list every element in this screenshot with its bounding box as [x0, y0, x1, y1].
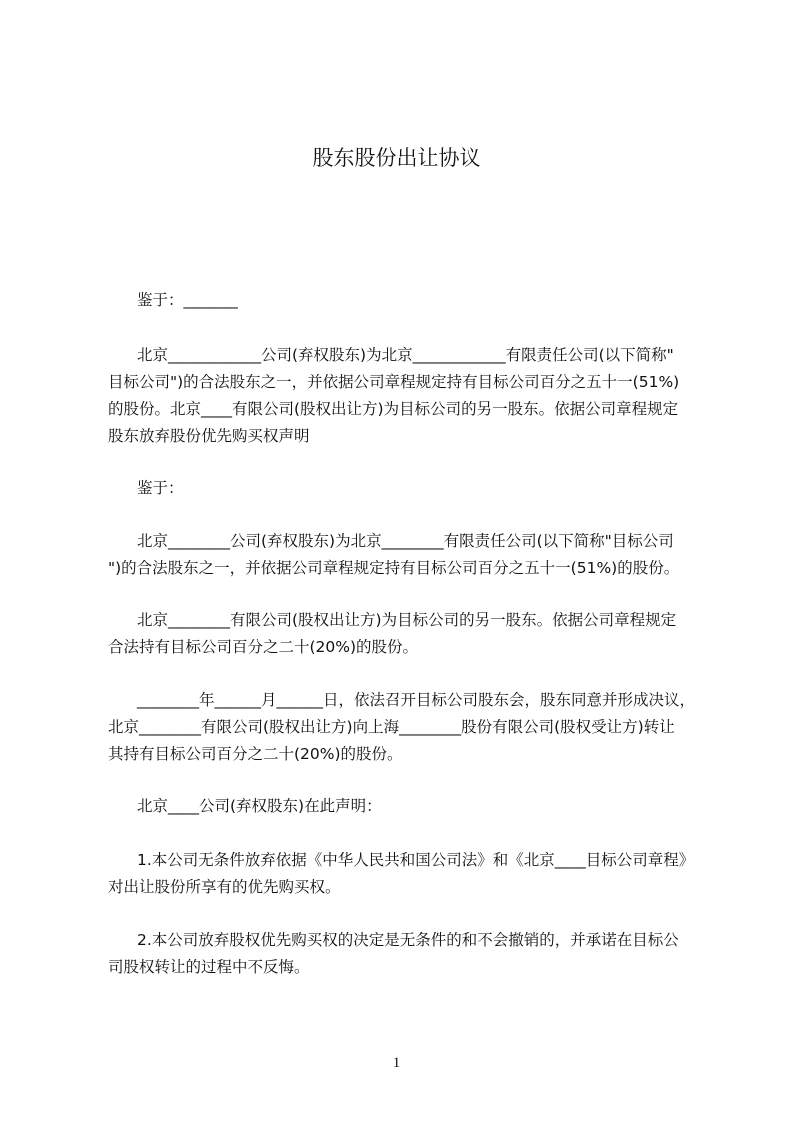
paragraph-line: 司股权转让的过程中不反悔。 — [108, 958, 310, 976]
page-number: 1 — [392, 1055, 401, 1071]
paragraph-line: 北京________有限公司(股权出让方)为目标公司的另一股东。依据公司章程规定 — [137, 611, 677, 629]
paragraph-line: 其持有目标公司百分之二十(20%)的股份。 — [108, 745, 403, 763]
paragraph-line: 2.本公司放弃股权优先购买权的决定是无条件的和不会撤销的，并承诺在目标公 — [137, 931, 679, 949]
document-title: 股东股份出让协议 — [312, 146, 481, 170]
paragraph-line: 北京________有限公司(股权出让方)向上海________股份有限公司(股权受让方)转让 — [108, 718, 675, 736]
paragraph-line: ")的合法股东之一，并依据公司章程规定持有目标公司百分之五十一(51%)的股份。 — [108, 559, 680, 577]
paragraph-line: 目标公司")的合法股东之一，并依据公司章程规定持有目标公司百分之五十一(51%) — [108, 373, 680, 391]
paragraph-line: 北京____________公司(弃权股东)为北京____________有限责任公司(以下简称" — [137, 346, 674, 364]
paragraph-line: 股东放弃股份优先购买权声明 — [108, 427, 310, 445]
paragraph-line: 北京________公司(弃权股东)为北京________有限责任公司(以下简称"目标公司 — [137, 532, 674, 550]
paragraph-line: 北京____公司(弃权股东)在此声明： — [137, 797, 382, 815]
paragraph-line: 1.本公司无条件放弃依据《中华人民共和国公司法》和《北京____目标公司章程》 — [137, 851, 695, 869]
paragraph-line: 鉴于：_______ — [137, 291, 238, 309]
paragraph-line: 的股份。北京____有限公司(股权出让方)为目标公司的另一股东。依据公司章程规定 — [108, 400, 679, 418]
paragraph-line: ________年______月______日，依法召开目标公司股东会，股东同意并形成决议， — [137, 691, 696, 709]
paragraph-line: 合法持有目标公司百分之二十(20%)的股份。 — [108, 638, 419, 656]
paragraph-line: 鉴于： — [137, 479, 184, 497]
paragraph-line: 对出让股份所享有的优先购买权。 — [108, 878, 341, 896]
